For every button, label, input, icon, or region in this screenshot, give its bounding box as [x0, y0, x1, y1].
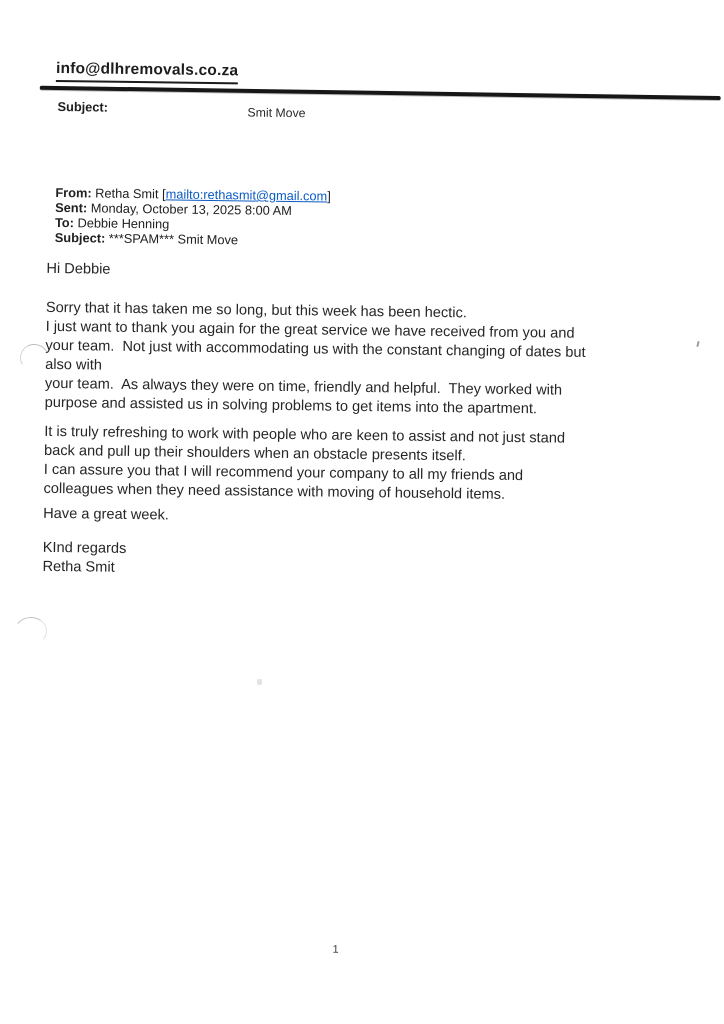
from-value: Retha Smit [: [95, 185, 166, 202]
signature-block: [42, 539, 126, 578]
body-text-line: colleagues when they need assistance with moving of household items.: [43, 480, 506, 503]
body-text-line: It is truly refreshing to work with people who are keen to assist and not just stand: [44, 423, 566, 447]
from-label: From:: [55, 184, 92, 201]
body-text-line: I just want to thank you again for the great service we have received from you and: [45, 318, 575, 342]
body-text-line: purpose and assisted us in solving problems to get items into the apartment.: [44, 394, 538, 418]
mailto-link[interactable]: mailto:rethasmit@gmail.com: [165, 186, 328, 204]
body-text-line: I can assure you that I will recommend your company to all my friends and: [43, 461, 524, 485]
email-meta-block: [55, 186, 331, 249]
sent-value: Monday, October 13, 2025 8:00 AM: [90, 200, 292, 218]
greeting-text: Hi Debbie: [46, 260, 111, 278]
body-text-line: also with: [45, 356, 103, 374]
from-value-suffix: ]: [327, 188, 331, 204]
paragraph-thanks: [45, 299, 587, 420]
body-text-line: your team. Not just with accommodating us with the constant changing of dates but: [45, 337, 586, 361]
page-number: 1: [332, 943, 339, 956]
sent-label: Sent:: [55, 199, 88, 216]
body-text-line: KInd regards: [42, 539, 127, 557]
body-text-line: Have a great week.: [43, 505, 170, 524]
to-value: Debbie Henning: [77, 215, 170, 232]
body-text-line: Sorry that it has taken me so long, but this week has been hectic.: [45, 299, 467, 322]
header-account-email: info@dlhremovals.co.za: [56, 60, 239, 84]
paragraph-closing: [43, 505, 169, 526]
to-label: To:: [54, 214, 75, 231]
meta-subject-label: Subject:: [54, 229, 106, 246]
scan-speck-artifact: [257, 679, 262, 685]
header-divider-rule: [40, 86, 721, 101]
header-subject-value: Smit Move: [247, 105, 306, 121]
meta-subject-line: [55, 231, 331, 250]
header-subject-label: Subject:: [57, 98, 109, 115]
body-text-line: your team. As always they were on time, friendly and helpful. They worked with: [44, 375, 563, 399]
paragraph-refreshing: [43, 423, 565, 506]
body-text-line: Retha Smit: [42, 558, 115, 576]
meta-subject-value: ***SPAM*** Smit Move: [108, 230, 239, 248]
body-text-line: back and pull up their shoulders when an obstacle presents itself.: [43, 442, 466, 465]
